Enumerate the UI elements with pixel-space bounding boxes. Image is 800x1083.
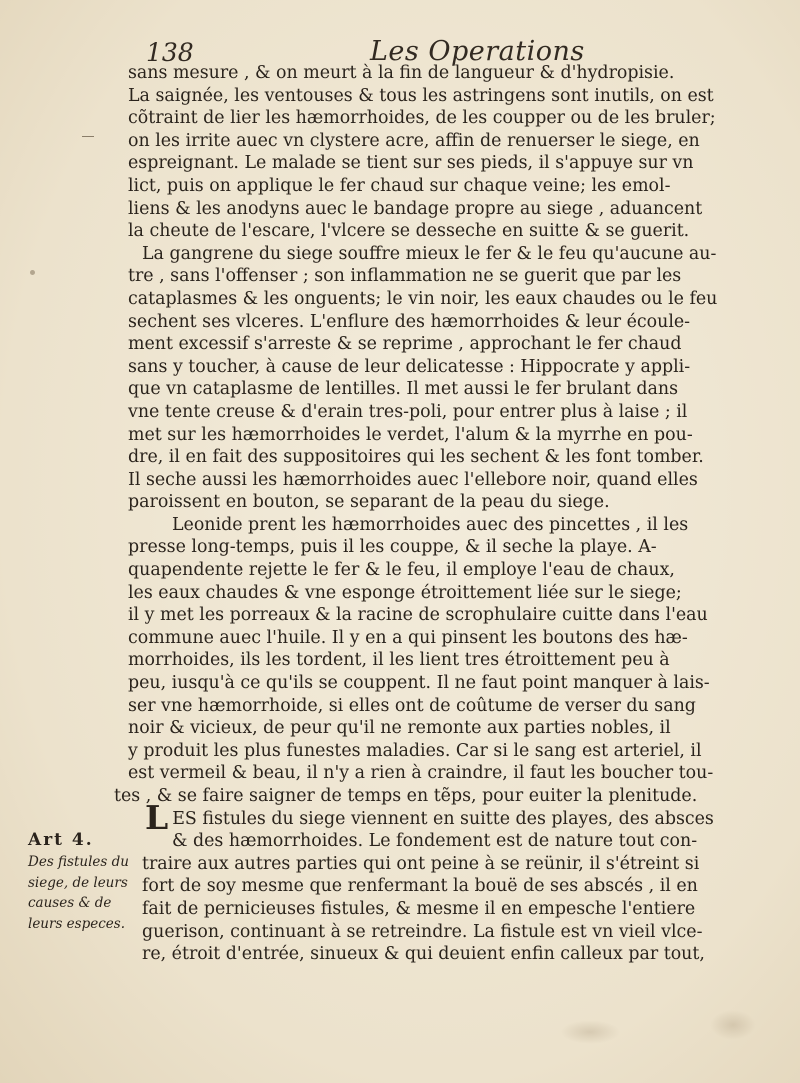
text-line: ment excessif s'arreste & se reprime , approchant le fer chaud — [128, 334, 682, 355]
paper-stain — [560, 1020, 620, 1044]
paper-stain — [710, 1010, 756, 1040]
margin-note-line: leurs especes. — [28, 915, 125, 932]
text-line: fait de pernicieuses fistules, & mesme il en empesche l'entiere — [142, 898, 696, 919]
text-line: ser vne hæmorrhoide, si elles ont de coûtume de verser du sang — [128, 695, 696, 716]
text-line: sans y toucher, à cause de leur delicatesse : Hippocrate y appli- — [128, 356, 691, 377]
margin-note — [28, 828, 146, 934]
text-line: La gangrene du siege souffre mieux le fer & le feu qu'aucune au- — [142, 243, 717, 264]
text-line: lict, puis on applique le fer chaud sur chaque veine; les emol- — [128, 175, 671, 196]
running-title: Les Operations — [370, 36, 585, 67]
text-line: Il seche aussi les hæmorrhoides auec l'ellebore noir, quand elles — [128, 469, 698, 490]
text-line-content: ES fistules du siege viennent en suitte des playes, des absces — [172, 808, 714, 829]
text-line: cataplasmes & les onguents; le vin noir, les eaux chaudes ou le feu — [128, 288, 718, 309]
text-line: sechent ses vlceres. L'enflure des hæmorrhoides & leur écoule- — [128, 311, 691, 332]
text-line: traire aux autres parties qui ont peine à se reünir, il s'étreint si — [142, 853, 700, 874]
text-line: presse long-temps, puis il les couppe, & il seche la playe. A- — [128, 537, 657, 558]
text-line: on les irrite auec vn clystere acre, affin de renuerser le siege, en — [128, 130, 700, 151]
text-line: y produit les plus funestes maladies. Car si le sang est arteriel, il — [128, 740, 702, 761]
page-number: 138 — [146, 38, 194, 67]
text-line: met sur les hæmorrhoides le verdet, l'alum & la myrrhe en pou- — [128, 424, 693, 445]
text-line: quapendente rejette le fer & le feu, il employe l'eau de chaux, — [128, 560, 675, 581]
text-line: guerison, continuant à se retreindre. La fistule est vn vieil vlce- — [142, 921, 703, 942]
text-line: paroissent en bouton, se separant de la peau du siege. — [128, 492, 610, 513]
text-line: tes , & se faire saigner de temps en tẽps, pour euiter la plenitude. — [114, 786, 698, 806]
margin-note-line: siege, de leurs — [28, 874, 128, 891]
text-line: noir & vicieux, de peur qu'il ne remonte aux parties nobles, il — [128, 718, 671, 739]
text-line: fort de soy mesme que renfermant la bouë de ses abscés , il en — [142, 876, 698, 897]
text-line: Leonide prent les hæmorrhoides auec des pincettes , il les — [172, 514, 689, 535]
margin-mark — [82, 136, 94, 137]
text-line: commune auec l'huile. Il y en a qui pinsent les boutons des hæ- — [128, 627, 688, 648]
text-line: vne tente creuse & d'erain tres-poli, pour entrer plus à laise ; il — [128, 401, 688, 422]
text-line: tre , sans l'offenser ; son inflammation ne se guerit que par les — [128, 266, 682, 287]
text-line: dre, il en fait des suppositoires qui les sechent & les font tomber. — [128, 447, 704, 468]
text-line: morrhoides, ils les tordent, il les lient tres étroittement peu à — [128, 650, 670, 671]
drop-cap: L — [145, 797, 169, 837]
margin-note-heading: Art 4. — [28, 830, 94, 850]
margin-note-line: causes & de — [28, 895, 112, 911]
text-line: La saignée, les ventouses & tous les astringens sont inutils, on est — [128, 85, 714, 106]
text-line: peu, iusqu'à ce qu'ils se couppent. Il ne faut point manquer à lais- — [128, 673, 710, 694]
text-line — [144, 797, 768, 837]
text-line: est vermeil & beau, il n'y a rien à craindre, il faut les boucher tou- — [128, 763, 714, 784]
text-line: espreignant. Le malade se tient sur ses pieds, il s'appuye sur vn — [128, 153, 694, 174]
text-line: & des hæmorrhoides. Le fondement est de nature tout con- — [172, 831, 698, 852]
margin-speck — [30, 270, 35, 275]
margin-note-line: Des fistules du — [28, 854, 129, 870]
text-line: liens & les anodyns auec le bandage propre au siege , aduancent — [128, 198, 703, 219]
text-line: cõtraint de lier les hæmorrhoides, de les coupper ou de les bruler; — [128, 108, 716, 129]
text-line: que vn cataplasme de lentilles. Il met aussi le fer brulant dans — [128, 379, 679, 400]
body-text — [114, 62, 768, 966]
text-line: il y met les porreaux & la racine de scrophulaire cuitte dans l'eau — [128, 605, 708, 626]
text-line: sans mesure , & on meurt à la fin de langueur & d'hydropisie. — [128, 63, 675, 83]
text-line: les eaux chaudes & vne esponge étroittement liée sur le siege; — [128, 582, 682, 603]
text-line: re, étroit d'entrée, sinueux & qui deuient enfin calleux par tout, — [142, 944, 705, 965]
text-line: la cheute de l'escare, l'vlcere se desseche en suitte & se guerit. — [128, 221, 690, 242]
